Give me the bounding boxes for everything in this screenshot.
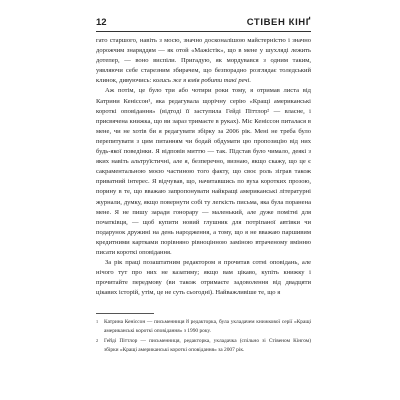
footnote-marker: 1 xyxy=(96,319,99,324)
running-header-author: СТІВЕН КІНҐ xyxy=(246,17,311,28)
main-text xyxy=(96,36,311,298)
footnote-text: Гейді Піттлор — письменниця, редакторка, укладачка (спільно зі Стівеном Кінгом) збірки «Кращі американські короткі оповідання» за 2007 рік. xyxy=(104,337,311,353)
paragraph-1-text: гато старшого, навіть з мосю, значно досконалішою майстерністю і значно дорожчим знаряддям — як отой «Мажістік», що в мене у шухляді лежить дотепер, — воно виспіли. Пригадую, як мордувався з одним таким, уявляючи себе старезним збирачем, що безпорадно розглядає толедський клинок, дивуючись: xyxy=(96,37,311,85)
footnote-marker: 2 xyxy=(96,337,99,343)
paragraph-3: За рік праці позаштатним редактором я прочитав сотні оповідань, але нічого тут про них не казатиму; якщо вам цікаво, купіть книжку і прочитайте передмову (ви також отримаєте задоволення від двадцяти цікавих історій, утім, це не суть сьогодні). Найважливіше те, що я xyxy=(96,259,311,297)
footnote-text: Катрина Кеніссон — письменниця й редакторка, була укладачем книжкової серії «Кращі американські короткі оповідання» з 1990 року. xyxy=(104,319,311,335)
paragraph-1 xyxy=(96,36,311,86)
page-number: 12 xyxy=(96,17,107,28)
footnote-rule xyxy=(96,313,154,314)
footnote-1 xyxy=(96,318,311,337)
footnote-2 xyxy=(96,337,311,356)
running-header xyxy=(96,16,311,29)
paragraph-1-italic-quote: колись же я вмів робити такі речі. xyxy=(152,77,252,85)
header-rule xyxy=(96,31,311,32)
paragraph-2: Аж потім, це було три або чотири роки тому, я отримав листа від Катрини Кеніссон¹, яка редагувала щорічну серію «Кращі американські короткі оповідання» (відтоді її заступила Гейді Піттлор² — власне, і присвячена книжка, що ви зараз тримаєте в руках). Міс Кеніссон питалася в мене, чи не хотів би я редагувати збірку за 2006 рік. Мені не треба було перепитувати з цим питанням чи бодай обдумати цю пропозицію від них будь-якої поведінки. Я відповів миттю — так. Підстав було чимало, деякі з яких навіть альтруїстичні, але я, безперечно, визнаю, якщо скажу, що це є сакраментальною моєю частиною того факту, що своє роль зіграв також приватний інтерес. Я відчував, що, начитавшись по вуха коротких прозою, порину в те, що вважаю запропонувати найкращі американські літературні журнали, думку, якщо повернути собі ту легкість письма, яка була поранена мене. Я не пишу заради гонорару — маленький, але дуже помітні для початківця, — щоб купити новий глушник для потріпаної автівки чи подарунок дружині на день народження, а тому, що я не вважаю паршивим кредитними картками порівняно рівноцінною заміною втраченому вмінню писати короткі оповідання. xyxy=(96,87,311,256)
footnotes xyxy=(96,318,311,355)
